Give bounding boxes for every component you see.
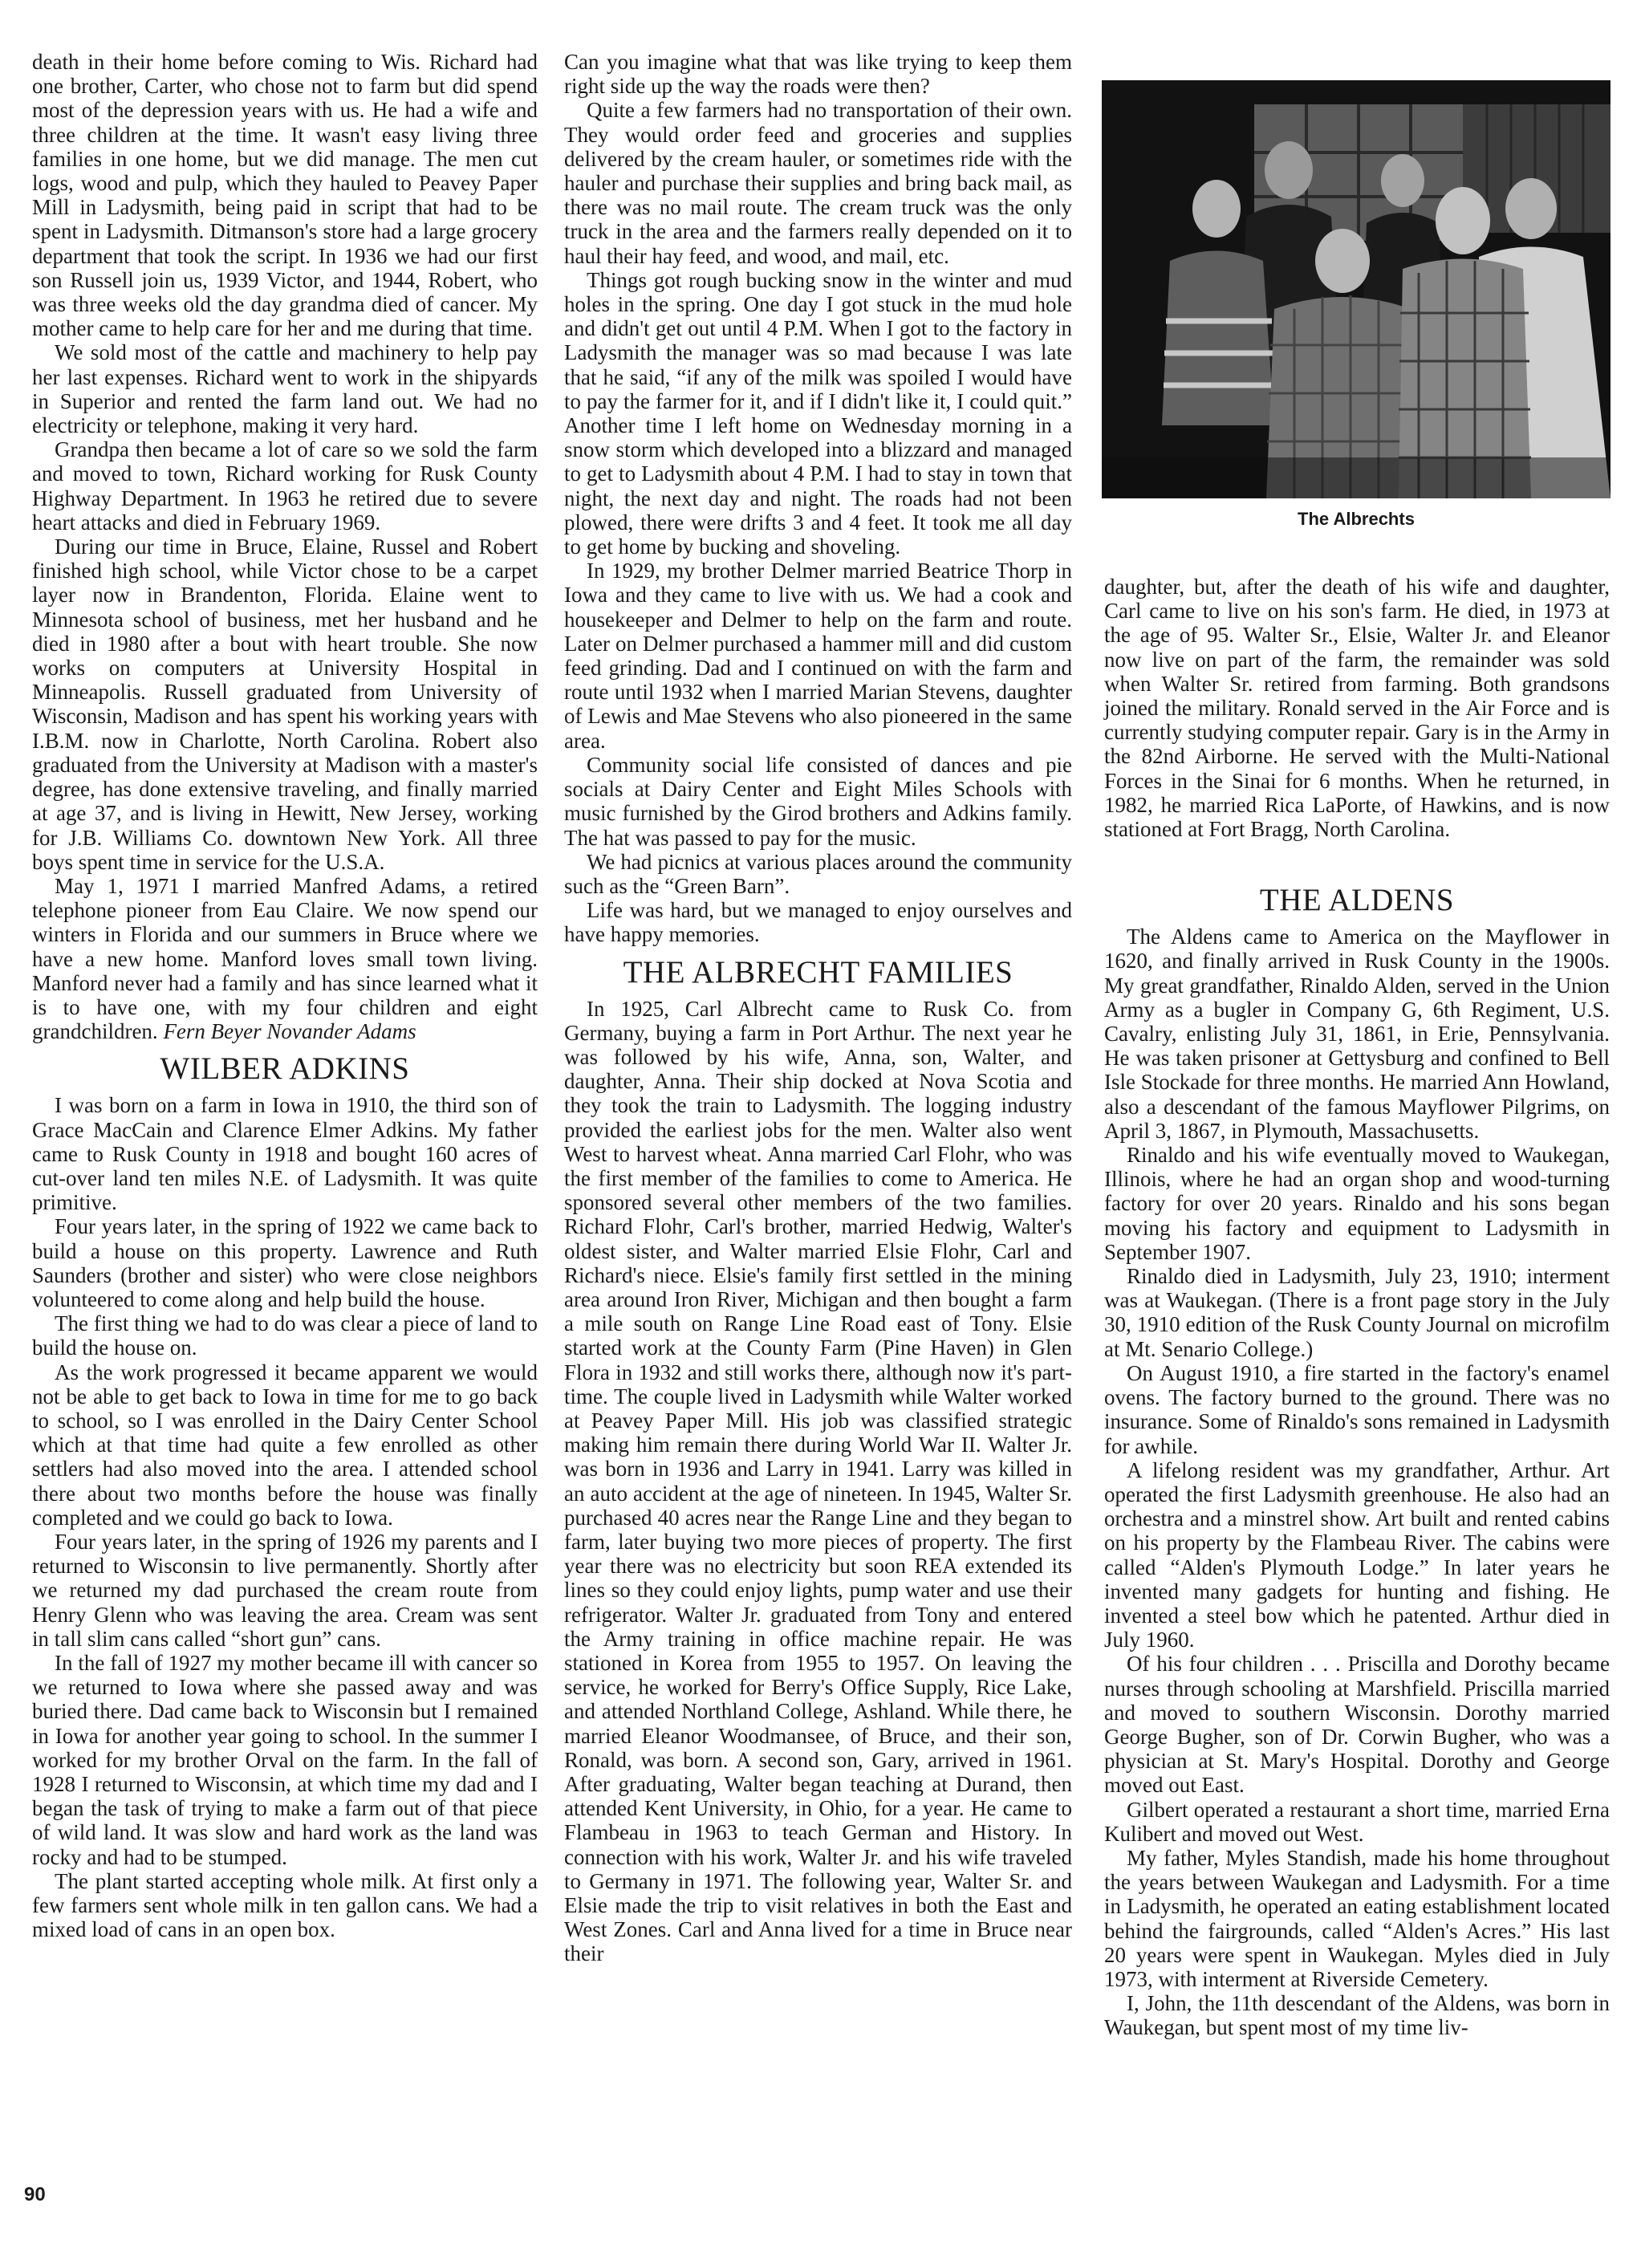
- section-heading-wilber-adkins: WILBER ADKINS: [160, 1051, 410, 1087]
- section-heading-the-aldens: THE ALDENS: [1259, 883, 1455, 918]
- page-number: 90: [24, 2184, 46, 2205]
- paragraph: In the fall of 1927 my mother became ill with cancer so we returned to Iowa where she passed away and was buried there. Dad came back to Wisconsin but I remained in Iowa for another year going to school. In the summer I worked for my brother Orval on the farm. In the fall of 1928 I returned to Wisconsin, at which time my dad and I began the task of trying to make a farm out of that piece of wild land. It was slow and hard work as the land was rocky and had to be stumped.: [32, 1651, 538, 1869]
- photo-caption: The Albrechts: [1298, 509, 1415, 529]
- paragraph: Can you imagine what that was like trying to keep them right side up the way the roads were then?: [564, 50, 1072, 99]
- paragraph: Life was hard, but we managed to enjoy ourselves and have happy memories.: [564, 898, 1072, 947]
- paragraph: The Aldens came to America on the Mayflower in 1620, and finally arrived in Rusk County in the 1900s. My great grandfather, Rinaldo Alden, served in the Union Army as a bugler in Company G, 6th Regiment, U.S. Cavalry, enlisting July 31, 1861, in Erie, Pennsylvania. He was taken prisoner at Gettysburg and confined to Bell Isle Stockade for three months. He married Ann Howland, also a descendant of the famous Mayflower Pilgrims, on April 3, 1867, in Plymouth, Massachusetts.: [1104, 925, 1610, 1143]
- paragraph: daughter, but, after the death of his wife and daughter, Carl came to live on his son's farm. He died, in 1973 at the age of 95. Walter Sr., Elsie, Walter Jr. and Eleanor now live on part of the farm, the remainder was sold when Walter Sr. retired from farming. Both grandsons joined the military. Ronald served in the Air Force and is currently studying computer repair. Gary is in the Army in the 82nd Airborne. He served with the Multi-National Forces in the Sinai for 6 months. When he returned, in 1982, he married Rica LaPorte, of Hawkins, and is now stationed at Fort Bragg, North Carolina.: [1104, 575, 1610, 842]
- paragraph-text: May 1, 1971 I married Manfred Adams, a retired telephone pioneer from Eau Claire. We now spend our winters in Florida and our summers in Bruce where we have a new home. Manford loves small town living. Manford never had a family and has since learned what it is to have one, with my four children and eight grandchildren.: [32, 873, 538, 1044]
- paragraph: Rinaldo died in Ladysmith, July 23, 1910; interment was at Waukegan. (There is a front page story in the July 30, 1910 edition of the Rusk County Journal on microfilm at Mt. Senario College.): [1104, 1264, 1610, 1361]
- paragraph: [32, 874, 538, 1043]
- author-signature: Fern Beyer Novander Adams: [163, 1019, 416, 1044]
- paragraph: Gilbert operated a restaurant a short time, married Erna Kulibert and moved out West.: [1104, 1797, 1610, 1846]
- paragraph: Rinaldo and his wife eventually moved to Waukegan, Illinois, where he had an organ shop and wood-turning factory for over 20 years. Rinaldo and his sons began moving his factory and equipment to Ladysmith in September 1907.: [1104, 1143, 1610, 1264]
- paragraph: The plant started accepting whole milk. At first only a few farmers sent whole milk in ten gallon cans. We had a mixed load of cans in an open box.: [32, 1868, 538, 1942]
- paragraph: I was born on a farm in Iowa in 1910, the third son of Grace MacCain and Clarence Elmer Adkins. My father came to Rusk County in 1918 and bought 160 acres of cut-over land ten miles N.E. of Ladysmith. It was quite primitive.: [32, 1093, 538, 1215]
- paragraph: Community social life consisted of dances and pie socials at Dairy Center and Eight Miles Schools with music furnished by the Girod brothers and Adkins family. The hat was passed to pay for the music.: [564, 752, 1072, 850]
- paragraph: We had picnics at various places around the community such as the “Green Barn”.: [564, 849, 1072, 898]
- paragraph: In 1929, my brother Delmer married Beatrice Thorp in Iowa and they came to live with us. We had a cook and housekeeper and Delmer to help on the farm and route. Later on Delmer purchased a hammer mill and did custom feed grinding. Dad and I continued on with the farm and route until 1932 when I married Marian Stevens, daughter of Lewis and Mae Stevens who also pioneered in the same area.: [564, 559, 1072, 753]
- section-heading-albrecht-families: THE ALBRECHT FAMILIES: [623, 954, 1013, 990]
- paragraph: Four years later, in the spring of 1922 we came back to build a house on this property. Lawrence and Ruth Saunders (brother and sister) who were close neighbors volunteered to come along and help build the house.: [32, 1214, 538, 1311]
- albrechts-photo: [1102, 80, 1610, 498]
- paragraph: death in their home before coming to Wis. Richard had one brother, Carter, who chose not to farm but did spend most of the depression years with us. He had a wife and three children at the time. It wasn't easy living three families in one home, but we did manage. The men cut logs, wood and pulp, which they hauled to Peavey Paper Mill in Ladysmith, being paid in script that had to be spent in Ladysmith. Ditmanson's store had a large grocery department that took the script. In 1936 we had our first son Russell join us, 1939 Victor, and 1944, Robert, who was three weeks old the day grandma died of cancer. My mother came to help care for her and me during that time.: [32, 50, 538, 341]
- paragraph: I, John, the 11th descendant of the Aldens, was born in Waukegan, but spent most of my time liv-: [1104, 1991, 1610, 2040]
- paragraph: We sold most of the cattle and machinery to help pay her last expenses. Richard went to work in the shipyards in Superior and rented the farm land out. We had no electricity or telephone, making it very hard.: [32, 340, 538, 438]
- column-1: [32, 50, 538, 1941]
- paragraph: Things got rough bucking snow in the winter and mud holes in the spring. One day I got stuck in the mud hole and didn't get out until 4 P.M. When I got to the factory in Ladysmith the manager was so mad because I was late that he said, “if any of the milk was spoiled I would have to pay the farmer for it, and if I didn't like it, I could quit.” Another time I left home on Wednesday morning in a snow storm which developed into a blizzard and managed to get to Ladysmith about 4 P.M. I had to stay in town that night, the next day and night. The roads had not been plowed, there were drifts 3 and 4 feet. It took me all day to get home by bucking and shoveling.: [564, 267, 1072, 559]
- paragraph: On August 1910, a fire started in the factory's enamel ovens. The factory burned to the ground. There was no insurance. Some of Rinaldo's sons remained in Ladysmith for awhile.: [1104, 1360, 1610, 1458]
- paragraph: A lifelong resident was my grandfather, Arthur. Art operated the first Ladysmith greenhouse. He also had an orchestra and a minstrel show. Art built and rented cabins on his property by the Flambeau River. The cabins were called “Alden's Plymouth Lodge.” In later years he invented many gadgets for hunting and fishing. He invented a steel bow which he patented. Arthur died in July 1960.: [1104, 1457, 1610, 1652]
- paragraph: My father, Myles Standish, made his home throughout the years between Waukegan and Ladysmith. For a time in Ladysmith, he operated an eating establishment located behind the fairgrounds, called “Alden's Acres.” His last 20 years were spent in Waukegan. Myles died in July 1973, with interment at Riverside Cemetery.: [1104, 1845, 1610, 1991]
- paragraph: The first thing we had to do was clear a piece of land to build the house on.: [32, 1311, 538, 1360]
- family-photo-illustration: [1102, 80, 1610, 498]
- column-3: [1104, 575, 1610, 2040]
- paragraph: Of his four children . . . Priscilla and Dorothy became nurses through schooling at Marshfield. Priscilla married and moved to southern Wisconsin. Dorothy married George Bugher, son of Dr. Corwin Bugher, who was a physician at St. Mary's Hospital. Dorothy and George moved out East.: [1104, 1652, 1610, 1798]
- paragraph: During our time in Bruce, Elaine, Russel and Robert finished high school, while Victor chose to be a carpet layer now in Brandenton, Florida. Elaine went to Minnesota school of business, met her husband and he died in 1980 after a bout with heart trouble. She now works on computers at University Hospital in Minneapolis. Russell graduated from University of Wisconsin, Madison and has spent his working years with I.B.M. now in Charlotte, North Carolina. Robert also graduated from the University at Madison with a master's degree, has done extensive traveling, and finally married at age 37, and is living in Hewitt, New Jersey, working for J.B. Williams Co. downtown New York. All three boys spent time in service for the U.S.A.: [32, 534, 538, 874]
- paragraph: As the work progressed it became apparent we would not be able to get back to Iowa in time for me to go back to school, so I was enrolled in the Dairy Center School which at that time had quite a few enrolled as other settlers had also moved into the area. I attended school there about two months before the house was finally completed and we could go back to Iowa.: [32, 1360, 538, 1530]
- paragraph: Four years later, in the spring of 1926 my parents and I returned to Wisconsin to live permanently. Shortly after we returned my dad purchased the cream route from Henry Glenn who was leaving the area. Cream was sent in tall slim cans called “short gun” cans.: [32, 1529, 538, 1651]
- paragraph: Grandpa then became a lot of care so we sold the farm and moved to town, Richard working for Rusk County Highway Department. In 1963 he retired due to severe heart attacks and died in February 1969.: [32, 437, 538, 534]
- column-2: [564, 50, 1072, 1966]
- paragraph: Quite a few farmers had no transportation of their own. They would order feed and groceries and supplies delivered by the cream hauler, or sometimes ride with the hauler and purchase their supplies and bring back mail, as there was no mail route. The cream truck was the only truck in the area and the farmers really depended on it to haul their hay feed, and wood, and mail, etc.: [564, 98, 1072, 268]
- paragraph: In 1925, Carl Albrecht came to Rusk Co. from Germany, buying a farm in Port Arthur. The next year he was followed by his wife, Anna, son, Walter, and daughter, Anna. Their ship docked at Nova Scotia and they took the train to Ladysmith. The logging industry provided the earliest jobs for the men. Walter also went West to harvest wheat. Anna married Carl Flohr, who was the first member of the families to come to America. He sponsored several other members of the two families. Richard Flohr, Carl's brother, married Hedwig, Walter's oldest sister, and Walter married Elsie Flohr, Carl and Richard's niece. Elsie's family first settled in the mining area around Iron River, Michigan and then bought a farm a mile south on Range Line Road east of Tony. Elsie started work at the County Farm (Pine Haven) in Glen Flora in 1932 and still works there, although now it's part-time. The couple lived in Ladysmith while Walter worked at Peavey Paper Mill. His job was classified strategic making him remain there during World War II. Walter Jr. was born in 1936 and Larry in 1941. Larry was killed in an auto accident at the age of nineteen. In 1945, Walter Sr. purchased 40 acres near the Range Line and they began to farm, later buying two more pieces of property. The first year there was no electricity but soon REA extended its lines so they could enjoy lights, pump water and use their refrigerator. Walter Jr. graduated from Tony and entered the Army training in office machine repair. He was stationed in Korea from 1955 to 1957. On leaving the service, he worked for Berry's Office Supply, Rice Lake, and attended Northland College, Ashland. While there, he married Eleanor Woodmansee, of Bruce, and their son, Ronald, was born. A second son, Gary, arrived in 1961. After graduating, Walter began teaching at Durand, then attended Kent University, in Ohio, for a year. He came to Flambeau in 1963 to teach German and History. In connection with his work, Walter Jr. and his wife traveled to Germany in 1971. The following year, Walter Sr. and Elsie made the trip to visit relatives in both the East and West Zones. Carl and Anna lived for a time in Bruce near their: [564, 996, 1072, 1966]
